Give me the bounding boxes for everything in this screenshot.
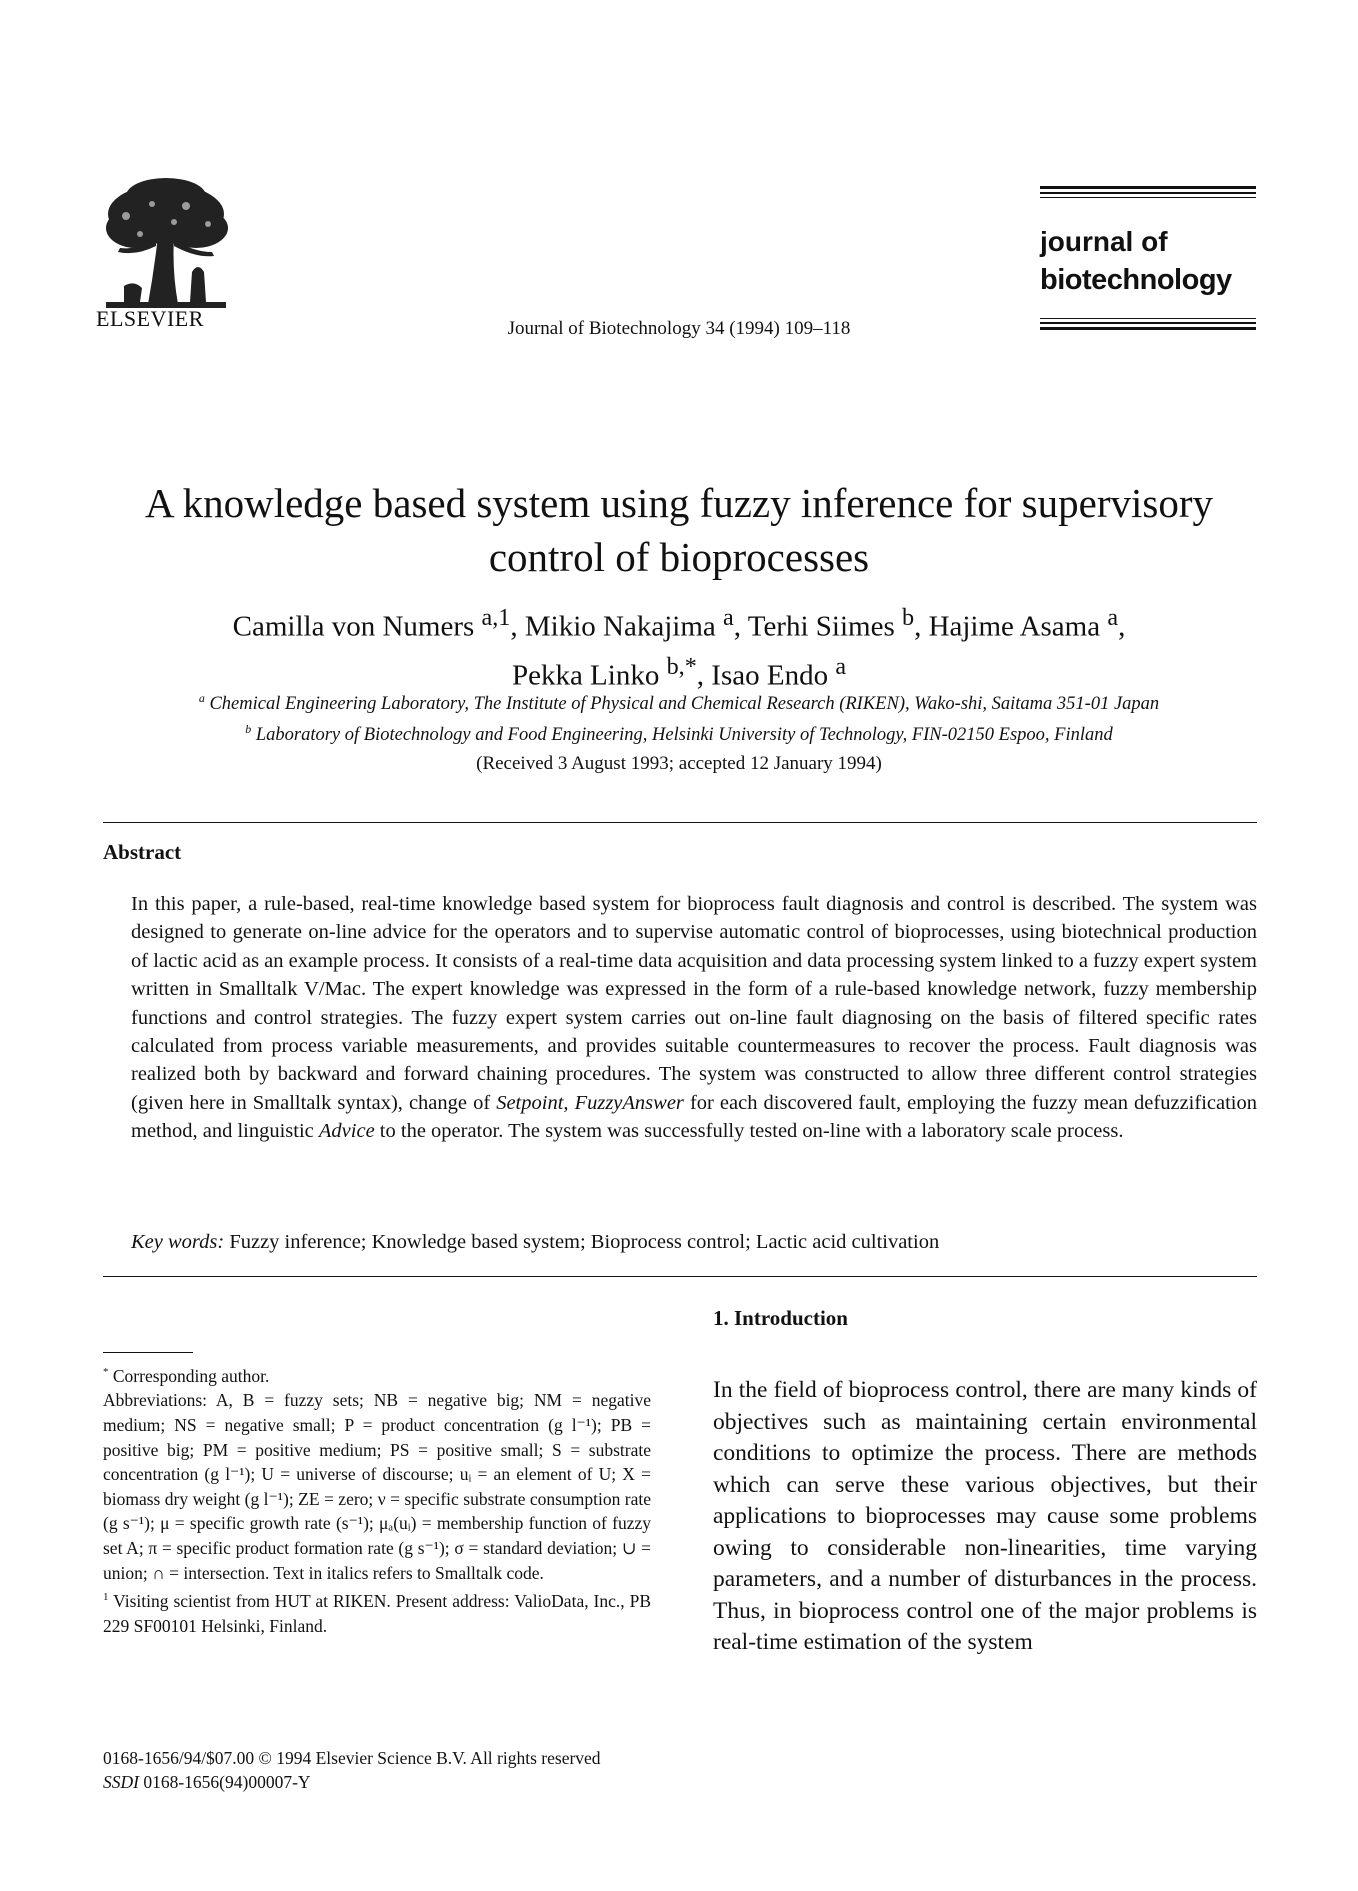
copyright-notice (103, 1746, 601, 1794)
copyright-line: 0168-1656/94/$07.00 © 1994 Elsevier Science B.V. All rights reserved (103, 1748, 601, 1768)
ssdi-line: SSDI 0168-1656(94)00007-Y (103, 1772, 311, 1792)
author-affiliation-mark: a (1107, 604, 1119, 631)
footnote-rule (103, 1352, 193, 1353)
journal-citation: Journal of Biotechnology 34 (1994) 109–118 (507, 318, 851, 339)
keywords (131, 1231, 939, 1254)
elsevier-tree-logo (96, 176, 236, 311)
author-line-2: Pekka Linko $^{b,*}$, Isao Endo $^a$ (511, 652, 847, 692)
author-line-1: Camilla von Numers $^{a,1}$, Mikio Nakajima $^a$, Terhi Siimes $^b$, Hajime Asama $^a$, (232, 604, 1126, 643)
keywords-text: Fuzzy inference; Knowledge based system; Bioprocess control; Lactic acid cultivation (224, 1231, 940, 1253)
article-title (100, 476, 1258, 584)
section-heading-introduction: 1. Introduction (713, 1306, 848, 1330)
title-line-2: control of bioprocesses (488, 534, 870, 580)
affiliation-a: $^a$ Chemical Engineering Laboratory, The Institute of Physical and Chemical Research (RIKEN), Wako-shi, Saitama 351-01 Japan (198, 691, 1160, 715)
abstract-heading: Abstract (103, 840, 182, 864)
journal-name-line2: biotechnology (1040, 264, 1232, 296)
author-affiliation-mark: b (901, 604, 915, 631)
footnote-abbreviations: Abbreviations: A, B = fuzzy sets; NB = negative big; NM = negative medium; NS = negative small; P = product concentration (g l⁻¹); PB = positive big; PM = positive medium; PS = positive small; S = substrate concentration (g l⁻¹); U = universe of discourse; uᵢ = an element of U; X = biomass dry weight (g l⁻¹); ZE = zero; ν = specific substrate consumption rate (g s⁻¹); μ = specific growth rate (s⁻¹); μₐ(uᵢ) = membership function of fuzzy set A; π = specific product formation rate (g s⁻¹); σ = standard deviation; ∪ = union; ∩ = intersection. Text in italics refers to Smalltalk code. (103, 1390, 651, 1583)
author-affiliation-mark: a (723, 604, 734, 631)
received-dates: (Received 3 August 1993; accepted 12 January 1994) (476, 753, 882, 774)
abstract-text: In this paper, a rule-based, real-time knowledge based system for bioprocess fault diagnosis and control is described. The system was designed to generate on-line advice for the operators and to supervise automatic control of bioprocesses, using biotechnical production of lactic acid as an example process. It consists of a real-time data acquisition and data processing system linked to a fuzzy expert system written in Smalltalk V/Mac. The expert knowledge was expressed in the form of a rule-based knowledge network, fuzzy membership functions and control strategies. The fuzzy expert system carries out on-line fault diagnosing on the basis of filtered specific rates calculated from process variable measurements, and provides suitable countermeasures to recover the process. Fault diagnosis was realized both by backward and forward chaining procedures. The system was constructed to allow three different control strategies (given here in Smalltalk syntax), change of Setpoint, FuzzyAnswer for each discovered fault, employing the fuzzy mean defuzzification method, and linguistic Advice to the operator. The system was successfully tested on-line with a laboratory scale process. (131, 893, 1257, 1143)
keywords-label: Key words: (131, 1231, 225, 1253)
author-name: Camilla von Numers (232, 610, 475, 643)
footnote-corresponding: * Corresponding author. (103, 1365, 270, 1386)
author-name: Mikio Nakajima (524, 610, 716, 643)
affiliation-b: $^b$ Laboratory of Biotechnology and Food Engineering, Helsinki University of Technology, FIN-02150 Espoo, Finland (245, 722, 1113, 746)
footnotes (103, 1360, 651, 1638)
author-name: Pekka Linko (511, 659, 660, 692)
introduction-text: In the field of bioprocess control, there are many kinds of objectives such as maintaining certain environmental conditions to optimize the process. There are methods which can serve these various objectives, but their applications to bioprocesses may cause some problems owing to considerable non-linearities, time varying parameters, and a number of disturbances in the process. Thus, in bioprocess control one of the major problems is real-time estimation of the system (713, 1377, 1257, 1655)
author-affiliation-mark: b,* (666, 652, 697, 680)
title-line-1: A knowledge based system using fuzzy inference for supervisory (145, 480, 1213, 526)
footnote-visiting: $^1$ Visiting scientist from HUT at RIKEN. Present address: ValioData, Inc., PB 229 SF00101 Helsinki, Finland. (103, 1591, 652, 1636)
author-name: Isao Endo (711, 659, 829, 692)
author-affiliation-mark: a (835, 652, 847, 680)
publisher-name: ELSEVIER (96, 306, 204, 331)
author-name: Hajime Asama (928, 610, 1101, 643)
abstract-bottom-rule (103, 1276, 1257, 1277)
author-name: Terhi Siimes (747, 610, 895, 643)
author-affiliation-mark: a,1 (481, 604, 511, 631)
journal-name-line1: journal of (1040, 226, 1168, 257)
affiliations (100, 686, 1258, 748)
author-list (100, 598, 1258, 695)
abstract-top-rule (103, 822, 1257, 823)
